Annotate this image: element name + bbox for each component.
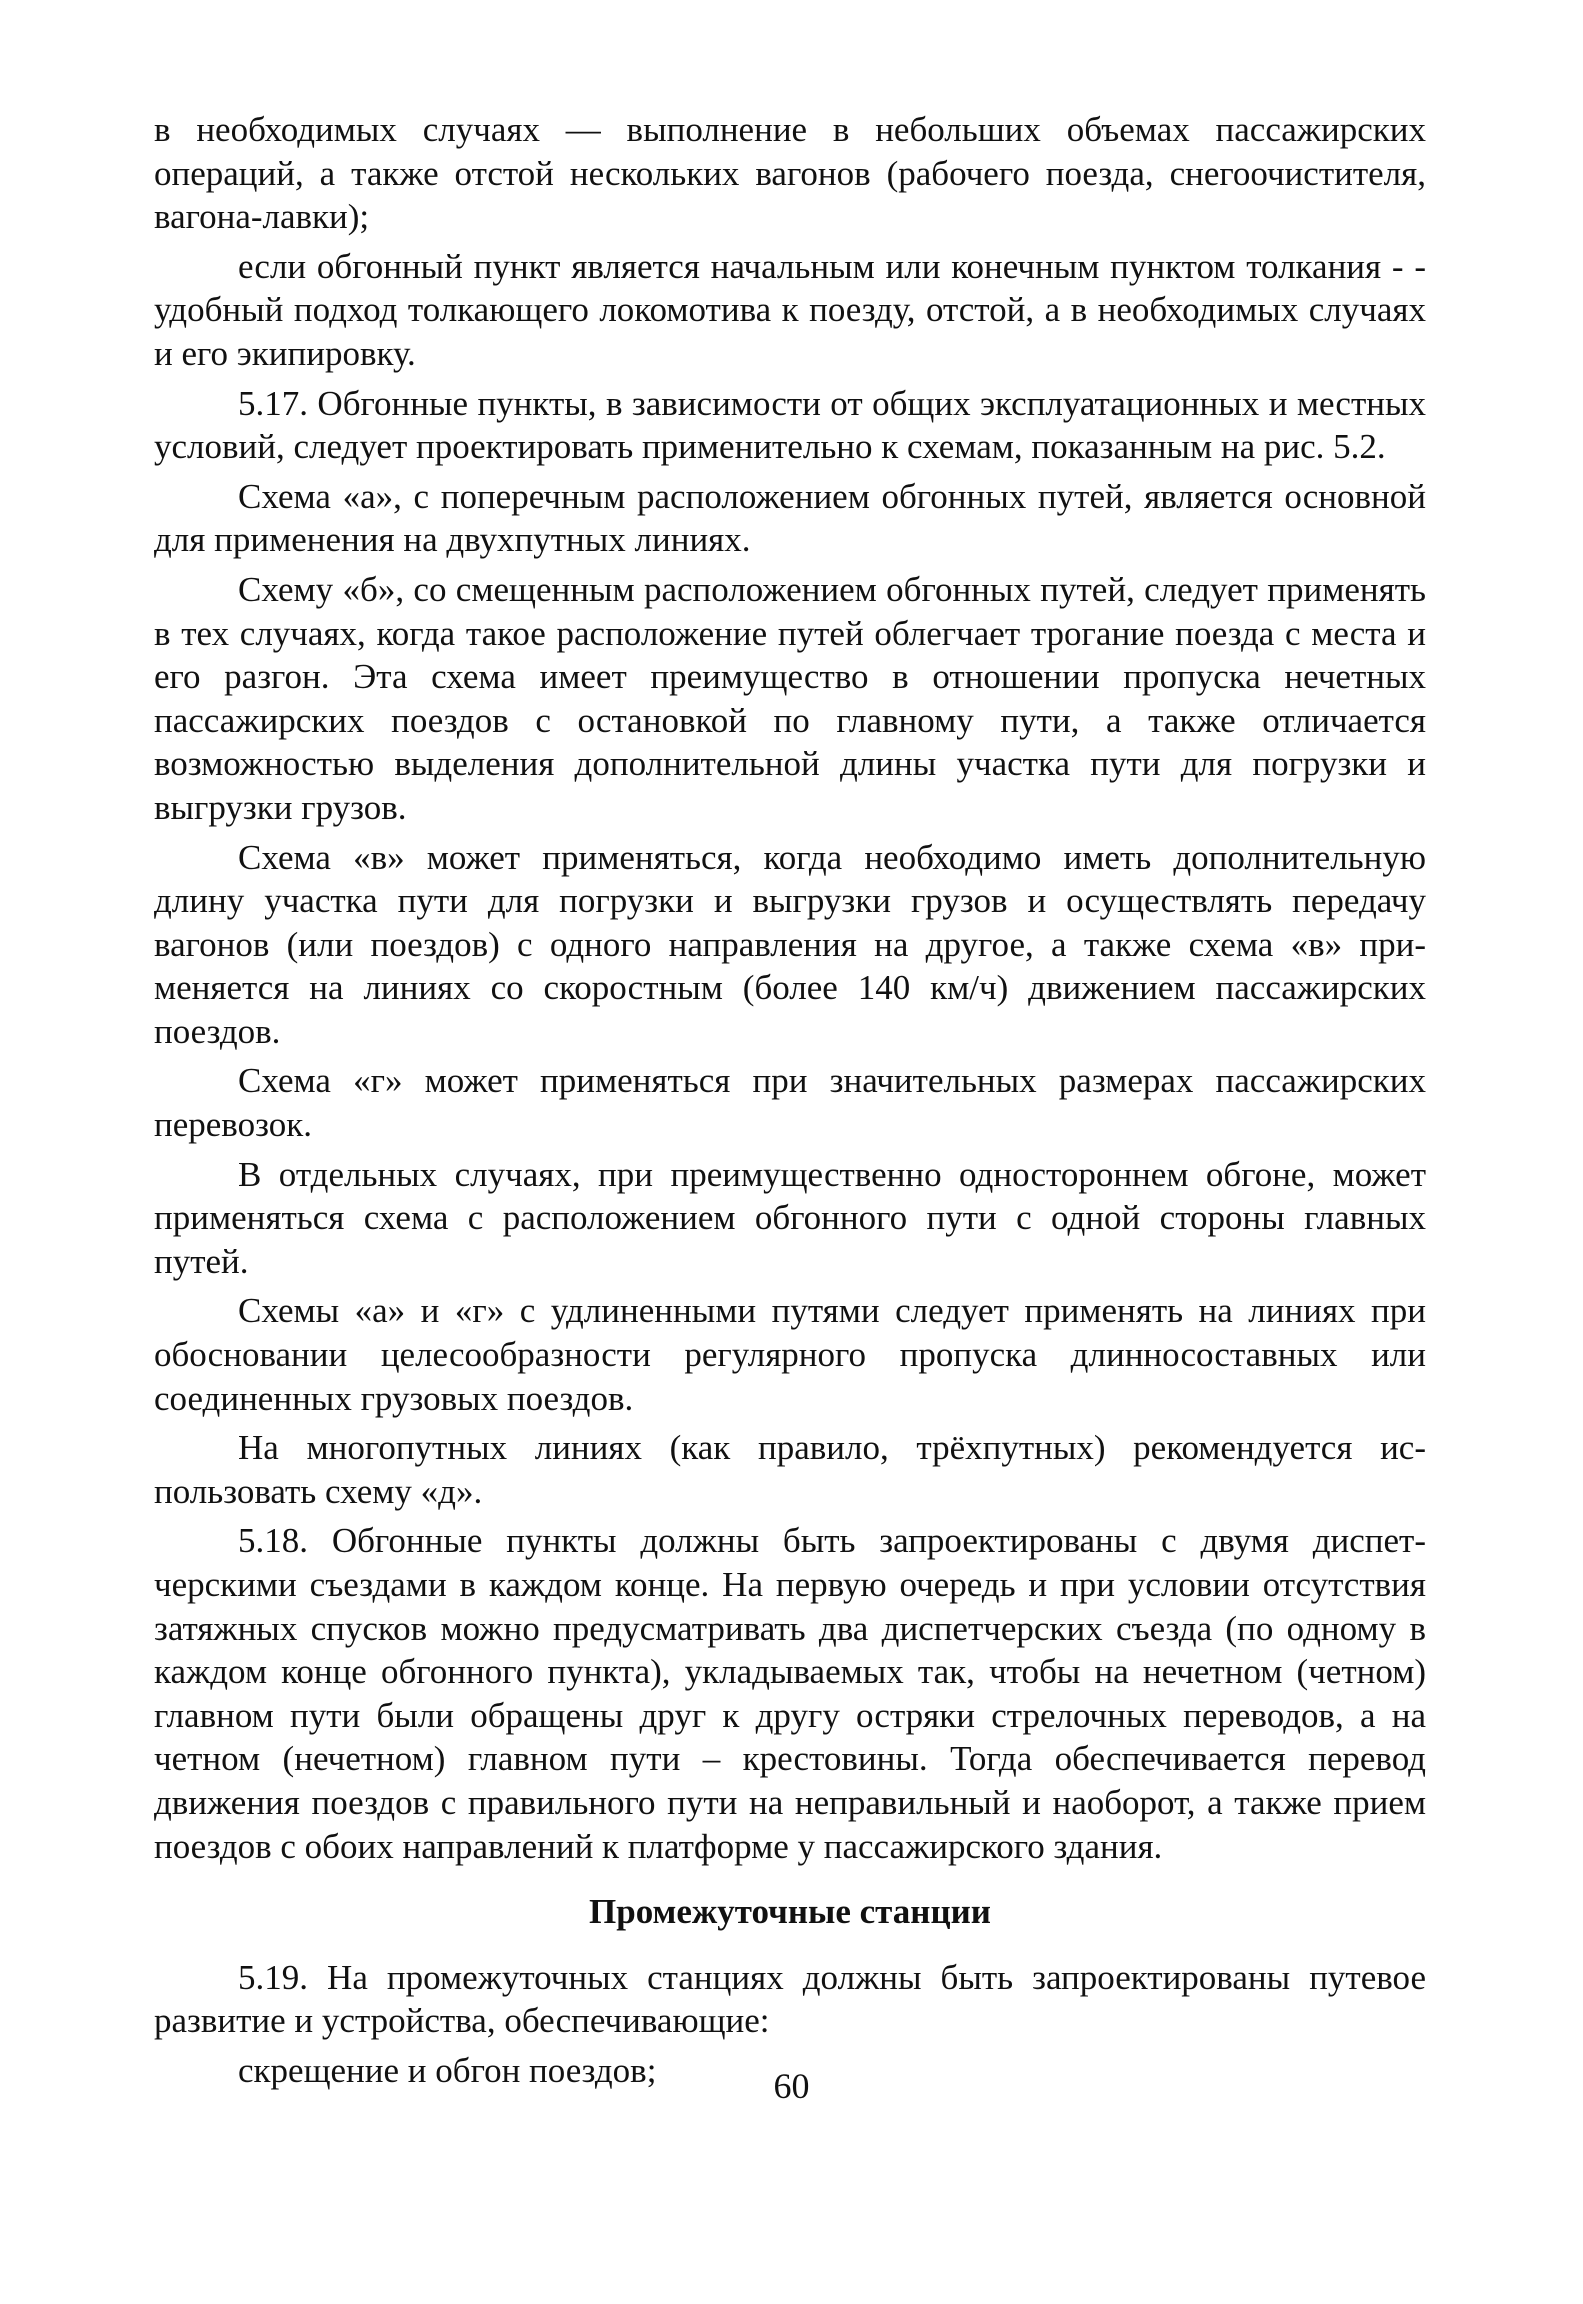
paragraph-scheme-v: Схема «в» может применяться, когда необходимо иметь дополнительную длину участка пути для погрузки и выгрузки грузов и осуществлять передачу вагонов (или поездов) с одного направления на другое, а также схема «в» применяется на линиях со скоростным (более 140 км/ч) движением пассажирских поездов. bbox=[154, 837, 1426, 1051]
paragraph-crossing: скрещение и обгон поездов; bbox=[238, 2050, 657, 2090]
document-page bbox=[154, 108, 1426, 2099]
paragraph-scheme-a: Схема «а», с поперечным расположением обгонных путей, является основной для применения на двухпутных линиях. bbox=[154, 476, 1426, 560]
paragraph-5-18: 5.18. Обгонные пункты должны быть запроектированы с двумя диспетчерскими съездами в каждом конце. На первую очередь и при условии отсутствия затяжных спусков можно предусматривать два диспетчерских съезда (по одному в каждом конце обгонного пункта), укладываемых так, чтобы на нечетном (четном) главном пути были обращены друг к другу остряки стрелочных переводов, а на четном (нечетном) главном пути – крестовины. Тогда обеспечивается перевод движения поездов с правильного пути на неправильный и наоборот, а также прием поездов с обоих направлений к платформе у пассажирского здания. bbox=[154, 1521, 1426, 1866]
paragraph-scheme-b: Схему «б», со смещенным расположением обгонных путей, следует применять в тех случаях, когда такое расположение путей облегчает трогание поезда с места и его разгон. Эта схема имеет преимущество в отношении пропуска нечетных пассажирских поездов с остановкой по главному пути, а также отличается возможностью выделения дополнительной длины участка пути для погрузки и выгрузки грузов. bbox=[154, 569, 1426, 827]
paragraph-scheme-g: Схема «г» может применяться при значительных размерах пассажирских перевозок. bbox=[154, 1061, 1426, 1145]
paragraph-5-17: 5.17. Обгонные пункты, в зависимости от общих эксплуатационных и местных условий, следует проектировать применительно к схемам, показанным на рис. 5.2. bbox=[154, 383, 1426, 467]
paragraph-long-tracks: Схемы «а» и «г» с удлиненными путями следует применять на линиях при обосновании целесообразности регулярного пропуска длинносоставных или соединенных грузовых поездов. bbox=[154, 1291, 1426, 1418]
paragraph-1: в необходимых случаях — выполнение в небольших объемах пассажирских операций, а также отстой нескольких вагонов (рабочего поезда, снегоочистителя, вагона-лавки); bbox=[154, 110, 1426, 237]
section-heading: Промежуточные станции bbox=[589, 1892, 991, 1932]
paragraph-one-side: В отдельных случаях, при преимущественно одностороннем обгоне, может применяться схема с расположением обгонного пути с одной стороны главных путей. bbox=[154, 1154, 1426, 1281]
paragraph-2: если обгонный пункт является начальным или конечным пунктом толкания - - удобный подход толкающего локомотива к поезду, отстой, а в необходимых случаях и его экипировку. bbox=[154, 246, 1426, 373]
paragraph-multitrack: На многопутных линиях (как правило, трёхпутных) рекомендуется использовать схему «д». bbox=[154, 1428, 1426, 1511]
page-number: 60 bbox=[773, 2066, 810, 2106]
paragraph-5-19: 5.19. На промежуточных станциях должны быть запроектированы путевое развитие и устройства, обеспечивающие: bbox=[154, 1957, 1426, 2041]
